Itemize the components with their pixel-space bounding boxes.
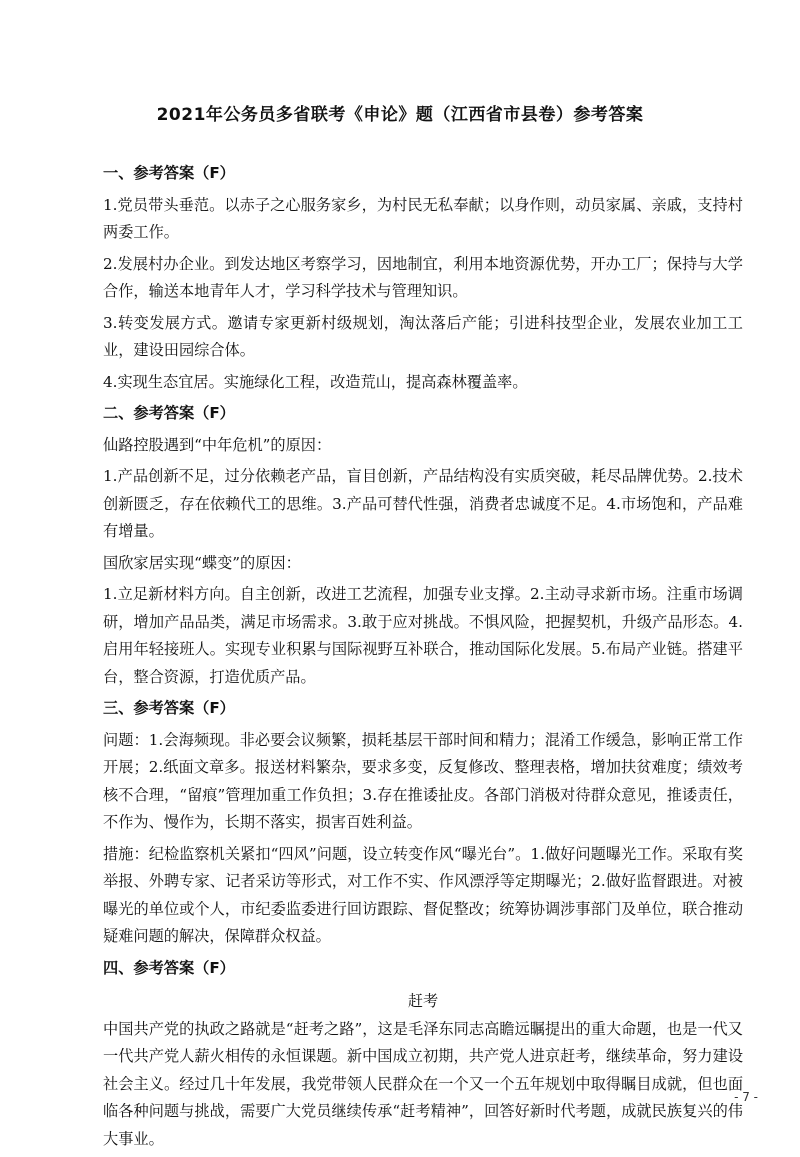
paragraph: 1.立足新材料方向。自主创新，改进工艺流程，加强专业支撑。2.主动寻求新市场。注重市场调研，增加产品品类，满足市场需求。3.敢于应对挑战。不惧风险，把握契机，升级产品形态。4.启用年轻接班人。实现专业积累与国际视野互补联合，推动国际化发展。5.布局产业链。搭建平台，整合资源，打造优质产品。 [103, 585, 743, 686]
section-heading: 三、参考答案（F） [103, 699, 235, 717]
paragraph: 国欣家居实现“蝶变”的原因： [103, 553, 301, 572]
essay-title: 赶考 [407, 992, 439, 1010]
page-number: - 7 - [734, 1090, 758, 1104]
paragraph: 4.实现生态宜居。实施绿化工程，改造荒山，提高森林覆盖率。 [103, 372, 528, 391]
paragraph: 中国共产党的执政之路就是“赶考之路”，这是毛泽东同志高瞻远瞩提出的重大命题，也是一代又一代共产党人薪火相传的永恒课题。新中国成立初期，共产党人进京赶考，继续革命，努力建设社会主义。经过几十年发展，我党带领人民群众在一个又一个五年规划中取得瞩目成就，但也面临各种问题与挑战，需要广大党员继续传承“赶考精神”，回答好新时代考题，成就民族复兴的伟大事业。 [103, 1019, 743, 1148]
section-heading: 二、参考答案（F） [103, 404, 235, 422]
paragraph: 1.党员带头垂范。以赤子之心服务家乡，为村民无私奉献；以身作则，动员家属、亲戚，支持村两委工作。 [103, 195, 743, 241]
paragraph: 1.产品创新不足，过分依赖老产品，盲目创新，产品结构没有实质突破，耗尽品牌优势。2.技术创新匮乏，存在依赖代工的思维。3.产品可替代性强，消费者忠诚度不足。4.市场饱和，产品难有增量。 [103, 467, 743, 540]
document-title: 2021年公务员多省联考《申论》题（江西省市县卷）参考答案 [156, 105, 644, 125]
paragraph: 3.转变发展方式。邀请专家更新村级规划，淘汰落后产能；引进科技型企业，发展农业加工工业，建设田园综合体。 [103, 313, 743, 359]
section-heading: 四、参考答案（F） [103, 958, 235, 977]
paragraph: 2.发展村办企业。到发达地区考察学习，因地制宜，利用本地资源优势，开办工厂；保持与大学合作，输送本地青年人才，学习科学技术与管理知识。 [103, 254, 743, 300]
paragraph: 措施：纪检监察机关紧扣“四风”问题，设立转变作风“曝光台”。1.做好问题曝光工作。采取有奖举报、外聘专家、记者采访等形式，对工作不实、作风漂浮等定期曝光；2.做好监督跟进。对被曝光的单位或个人，市纪委监委进行回访跟踪、督促整改；统筹协调涉事部门及单位，联合推动疑难问题的解决，保障群众权益。 [103, 844, 743, 945]
section-heading: 一、参考答案（F） [103, 164, 235, 182]
paragraph: 仙路控股遇到“中年危机”的原因： [103, 435, 332, 454]
paragraph: 问题：1.会海频现。非必要会议频繁，损耗基层干部时间和精力；混淆工作缓急，影响正常工作开展；2.纸面文章多。报送材料繁杂，要求多变，反复修改、整理表格，增加扶贫难度；绩效考核不合理，“留痕”管理加重工作负担；3.存在推诿扯皮。各部门消极对待群众意见，推诿责任，不作为、慢作为，长期不落实，损害百姓利益。 [103, 730, 743, 831]
document-body [103, 160, 743, 1157]
